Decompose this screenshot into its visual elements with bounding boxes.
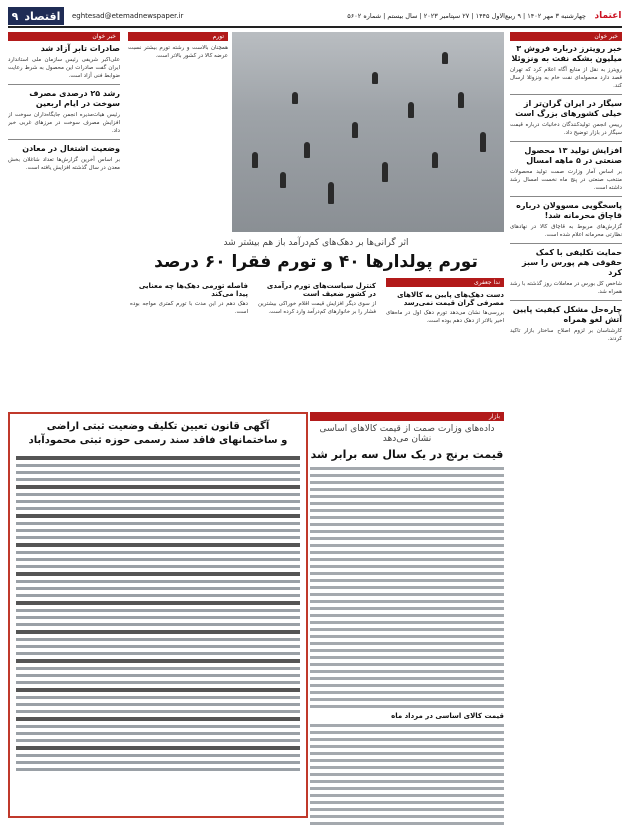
right-item-2-headline: سیگار در ایران گران‌تر از خیلی کشورهای بزرگ است [515, 99, 622, 118]
article-subheadline: اثر گرانی‌ها بر دهک‌های کم‌درآمد باز هم بیشتر شد [223, 238, 409, 248]
ad-title-line-1: آگهی قانون تعیین تکلیف وضعیت ثبتی اراضی [46, 421, 270, 432]
page-number-badge [8, 7, 64, 25]
box-headline-3: فاصله تورمی دهک‌ها چه معنایی پیدا می‌کند [138, 282, 248, 298]
left-column-tag: خبر خوان [8, 32, 120, 41]
right-item-5-headline: حمایت تکلیفی با کمک حقوقی هم پورس را سبز کرد [522, 248, 622, 277]
article-body-columns [128, 278, 504, 408]
crowd-photo [232, 32, 504, 232]
person-figure [352, 122, 358, 138]
person-figure [292, 92, 298, 104]
divider [510, 243, 622, 244]
right-item-1-body: رویترز به نقل از منابع آگاه اعلام کرد که تهران قصد دارد محموله‌ای نفت خام به ونزوئلا ارسال کند. [510, 67, 622, 89]
page-header [8, 6, 622, 28]
person-figure [408, 102, 414, 118]
person-figure [304, 142, 310, 158]
left-item-2-headline: رشد ۲۵ درصدی مصرف سوخت در ایام اربعین [29, 89, 120, 108]
author-tag: ندا جعفری [386, 278, 504, 287]
ad-title [10, 414, 306, 447]
person-figure [372, 72, 378, 84]
left-item-1-body: علی‌اکبر شریفی رئیس سازمان ملی استاندارد ایران گفت صادرات این محصول به شرط رعایت ضوابط فنی آزاد است. [8, 57, 120, 79]
right-item-3-headline: افزایش تولید ۱۳ محصول صنعتی در ۵ ماهه امسال [524, 146, 622, 165]
person-figure [280, 172, 286, 188]
rice-body-lines [310, 467, 504, 708]
photo-side-text [128, 32, 228, 232]
right-item-2-body: رییس انجمن تولیدکنندگان دخانیات درباره قیمت سیگار در بازار توضیح داد. [510, 122, 622, 136]
left-news-column [8, 32, 120, 368]
newspaper-logo: اعتماد [594, 11, 622, 21]
right-item-3-body: بر اساس آمار وزارت صمت تولید محصولات منتخب صنعتی در پنج ماه نخست امسال رشد داشته است. [510, 169, 622, 191]
header-date: چهارشنبه ۳ مهر ۱۴۰۲ | ۹ ربیع‌الاول ۱۴۴۵ | ۲۷ سپتامبر ۲۰۲۳ | سال بیستم | شماره ۵۶۰۲ [347, 12, 586, 20]
divider [8, 139, 120, 140]
left-item-2-body: رئیس هیات‌مدیره انجمن جایگاه‌داران سوخت از افزایش مصرف سوخت در مرزهای غربی خبر داد. [8, 112, 120, 134]
right-news-column [510, 32, 622, 816]
legal-notice-ad [8, 412, 308, 818]
divider [8, 84, 120, 85]
left-item-3 [8, 144, 120, 172]
left-item-2 [8, 89, 120, 135]
rice-subheadline: داده‌های وزارت صمت از قیمت کالاهای اساسی نشان می‌دهد [319, 424, 495, 444]
right-item-5-body: شاخص کل بورس در معاملات روز گذشته با رشد همراه شد. [510, 281, 622, 295]
person-figure [480, 132, 486, 152]
left-item-1-headline: صادرات تابر آزاد شد [40, 44, 120, 53]
divider [510, 300, 622, 301]
person-figure [432, 152, 438, 168]
right-column-tag: خبر خوان [510, 32, 622, 41]
article-col-1 [386, 278, 504, 408]
ad-title-line-2: و ساختمانهای فاقد سند رسمی حوزه ثبتی محمودآباد [28, 434, 288, 446]
page-number: ۹ [11, 9, 19, 23]
left-item-3-body: بر اساس آخرین گزارش‌ها تعداد شاغلان بخش معدن در سال گذشته افزایش یافته است. [8, 157, 120, 171]
rice-box-headline: قیمت کالای اساسی در مرداد ماه [391, 711, 504, 720]
section-name: اقتصاد [24, 9, 61, 23]
person-figure [382, 162, 388, 182]
right-item-6-headline: چاره‌حل مشکل کیفیت پایین آتش لغو همراه [512, 305, 622, 324]
center-tag: تورم [128, 32, 228, 41]
person-figure [328, 182, 334, 204]
person-figure [458, 92, 464, 108]
rice-box-lines [310, 724, 504, 825]
rice-article-tag: بازار [310, 412, 504, 421]
right-item-4-body: گزارش‌های مربوط به قاچاق کالا در نهادهای نظارتی محرمانه اعلام شده است. [510, 224, 622, 238]
article-col-2 [258, 278, 376, 408]
person-figure [252, 152, 258, 168]
article-col-3 [130, 278, 248, 408]
photo-side-body: همچنان بالاست و رشته تورم بیشتر نسبت عرضه کالا در کشور بالاتر است. [128, 45, 228, 59]
right-item-1-headline: خبر رویترز درباره فروش ۳ میلیون بشکه نفت به ونزوئلا [511, 44, 622, 63]
box-headline-2: کنترل سیاست‌های تورم درآمدی در کشور ضعیف است [266, 282, 376, 298]
article-col-2-body: از سوی دیگر افزایش قیمت اقلام خوراکی بیشترین فشار را بر خانوارهای کم‌درآمد وارد کرده است. [258, 301, 376, 315]
article-main-headline: تورم پولدارها ۴۰ و تورم فقرا ۶۰ درصد [154, 252, 478, 272]
ad-text-lines [16, 452, 300, 810]
rice-article [310, 412, 504, 829]
person-figure [442, 52, 448, 64]
divider [510, 141, 622, 142]
box-headline-1: دست دهک‌های پایین به کالاهای مصرفی گران قیمت نمی‌رسد [397, 291, 504, 307]
left-item-3-headline: وضعیت اشتغال در معادن [22, 144, 120, 153]
divider [510, 94, 622, 95]
header-email[interactable]: eghtesad@etemadnewspaper.ir [72, 12, 184, 20]
right-item-4-headline: پاسخگویی مسوولان درباره قاچاق محرمانه شد! [516, 201, 622, 220]
right-item-6-body: کارشناسان بر لزوم اصلاح ساختار بازار تاکید کردند. [510, 328, 622, 342]
divider [510, 196, 622, 197]
article-col-3-body: دهک دهم در این مدت با تورم کمتری مواجه بوده است. [130, 301, 248, 315]
rice-headline: قیمت برنج در یک سال سه برابر شد [310, 448, 504, 461]
article-col-1-body: بررسی‌ها نشان می‌دهد تورم دهک اول در ماه‌های اخیر بالاتر از دهک دهم بوده است. [386, 310, 504, 324]
left-item-1 [8, 44, 120, 80]
